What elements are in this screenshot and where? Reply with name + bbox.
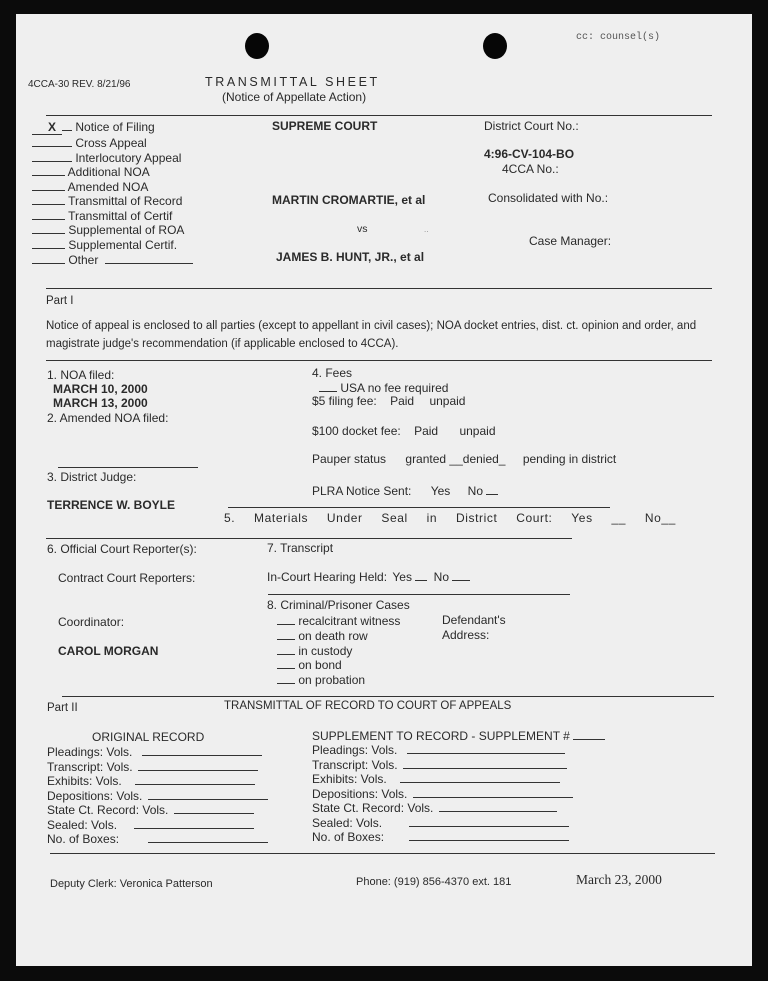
record-blank[interactable] <box>138 760 258 771</box>
checklist-item-additional-noa[interactable] <box>32 165 150 178</box>
criminal-option-label: recalcitrant witness <box>298 614 401 628</box>
checklist-item-supplemental-of-roa[interactable] <box>32 223 184 236</box>
record-blank[interactable] <box>407 743 565 754</box>
record-blank[interactable] <box>403 758 567 769</box>
record-row-label: State Ct. Record: Vols. <box>47 803 169 817</box>
section-rule <box>228 507 610 508</box>
pauper-status-row <box>312 453 616 465</box>
section-rule <box>62 696 714 697</box>
pauper-status-options[interactable]: granted __denied_ <box>405 452 506 466</box>
criminal-option-on-death-row[interactable] <box>277 629 368 642</box>
record-row-label: Sealed: Vols. <box>312 816 383 830</box>
record-blank[interactable] <box>409 816 569 827</box>
materials-word: District <box>455 511 498 525</box>
record-row-label: Pleadings: Vols. <box>47 745 133 759</box>
materials-word: 5. <box>224 511 236 525</box>
noa-date: MARCH 13, 2000 <box>53 396 148 410</box>
other-blank[interactable] <box>105 253 193 264</box>
contract-reporters-label: Contract Court Reporters: <box>58 571 196 585</box>
record-row-label: Sealed: Vols. <box>47 818 118 832</box>
criminal-option-on-probation[interactable] <box>277 673 365 686</box>
docket-fee-unpaid[interactable]: unpaid <box>459 424 496 438</box>
filing-fee-paid[interactable]: Paid <box>390 394 415 408</box>
record-blank[interactable] <box>439 801 557 812</box>
record-blank[interactable] <box>142 745 262 756</box>
checklist-item-interlocutory-appeal[interactable] <box>32 151 181 164</box>
criminal-option-label: in custody <box>298 644 353 658</box>
section-rule <box>268 594 570 595</box>
usa-no-fee-option[interactable] <box>319 381 448 394</box>
supplement-record-row <box>312 801 557 814</box>
noa-filed-label: 1. NOA filed: <box>47 368 115 382</box>
docket-fee-label: $100 docket fee: <box>312 424 401 438</box>
checklist-label: Supplemental of ROA <box>68 223 185 237</box>
hearing-held-row <box>267 570 470 583</box>
checklist-label: Additional NOA <box>67 165 150 179</box>
materials-word: Materials <box>254 511 309 525</box>
materials-word: Under <box>326 511 363 525</box>
supplement-number-blank[interactable] <box>573 729 605 740</box>
record-row-label: Exhibits: Vols. <box>312 772 387 786</box>
punch-hole-right <box>483 33 507 59</box>
notice-text-line1: Notice of appeal is enclosed to all parties (except to appellant in civil cases); NOA docket entries, dist. ct. opinion and order, and <box>46 320 697 332</box>
plaintiff-name: MARTIN CROMARTIE, et al <box>272 193 426 207</box>
checklist-label: Transmittal of Certif <box>68 209 173 223</box>
district-judge-label: 3. District Judge: <box>47 470 137 484</box>
supplement-record-row <box>312 816 569 829</box>
header-rule <box>46 115 712 116</box>
plra-notice-row <box>312 484 498 497</box>
record-row-label: No. of Boxes: <box>47 832 120 846</box>
checklist-label: Supplemental Certif. <box>68 238 178 252</box>
versus-label: vs <box>357 223 368 235</box>
record-row-label: State Ct. Record: Vols. <box>312 801 434 815</box>
checklist-item-supplemental-certif[interactable] <box>32 238 177 251</box>
criminal-option-recalcitrant-witness[interactable] <box>277 614 400 627</box>
checklist-label: Cross Appeal <box>75 136 147 150</box>
checklist-item-cross-appeal[interactable] <box>32 136 147 149</box>
transcript-label: 7. Transcript <box>267 541 334 555</box>
clerk-phone: Phone: (919) 856-4370 ext. 181 <box>356 876 512 888</box>
plra-notice-label: PLRA Notice Sent: <box>312 484 412 498</box>
pauper-pending-option[interactable]: pending in district <box>522 452 617 466</box>
plra-no-option[interactable]: No <box>467 484 483 498</box>
checklist-item-amended-noa[interactable] <box>32 180 148 193</box>
noa-date: MARCH 10, 2000 <box>53 382 148 396</box>
form-code: 4CCA-30 REV. 8/21/96 <box>28 79 131 90</box>
supplement-record-row <box>312 772 560 785</box>
record-row-label: Depositions: Vols. <box>312 787 408 801</box>
materials-word: Seal <box>381 511 408 525</box>
coordinator-name: CAROL MORGAN <box>58 644 159 658</box>
supplement-record-row <box>312 787 573 800</box>
materials-yes-blank[interactable]: __ <box>611 511 627 525</box>
defendant-address-label: Defendant's <box>442 613 506 627</box>
part1-label: Part I <box>46 295 74 307</box>
transmittal-date: March 23, 2000 <box>576 872 662 887</box>
materials-word: Court: <box>516 511 553 525</box>
case-manager-label: Case Manager: <box>529 234 612 248</box>
stray-dots: .. <box>424 225 429 234</box>
part2-title: TRANSMITTAL OF RECORD TO COURT OF APPEALS <box>224 700 512 712</box>
consolidated-label: Consolidated with No.: <box>488 191 609 205</box>
fees-label: 4. Fees <box>312 366 353 380</box>
plra-yes-option[interactable]: Yes <box>430 484 451 498</box>
record-blank[interactable] <box>409 830 569 841</box>
record-row-label: Transcript: Vols. <box>47 760 133 774</box>
original-record-row <box>47 774 255 787</box>
record-blank[interactable] <box>413 787 573 798</box>
hearing-no-option[interactable]: No <box>433 570 450 584</box>
check-mark: X <box>32 120 62 135</box>
checklist-label: Transmittal of Record <box>68 194 183 208</box>
footer-rule <box>50 853 715 854</box>
original-record-row <box>47 789 268 802</box>
checklist-label: Amended NOA <box>67 180 149 194</box>
court-name: SUPREME COURT <box>272 119 378 133</box>
district-court-no: 4:96-CV-104-BO <box>484 147 575 161</box>
supplement-record-row <box>312 830 569 843</box>
deputy-clerk: Deputy Clerk: Veronica Patterson <box>50 878 213 890</box>
record-blank[interactable] <box>148 832 268 843</box>
criminal-option-in-custody[interactable] <box>277 644 352 657</box>
cca-no-label: 4CCA No.: <box>502 162 559 176</box>
supplement-record-row <box>312 743 565 756</box>
criminal-option-label: on probation <box>298 673 366 687</box>
defendant-address-label-2: Address: <box>442 628 490 642</box>
filing-fee-row <box>312 395 465 407</box>
usa-no-fee-label: USA no fee required <box>340 381 449 395</box>
cc-note: cc: counsel(s) <box>576 32 661 43</box>
transmittal-sheet-page <box>16 14 752 966</box>
original-record-title: ORIGINAL RECORD <box>92 730 205 744</box>
district-judge-name: TERRENCE W. BOYLE <box>47 498 176 512</box>
record-row-label: Exhibits: Vols. <box>47 774 122 788</box>
supplement-title-row <box>312 729 605 742</box>
supplement-record-row <box>312 758 567 771</box>
filing-fee-unpaid[interactable]: unpaid <box>429 394 466 408</box>
materials-yes-option[interactable]: Yes <box>571 511 593 525</box>
punch-hole-left <box>245 33 269 59</box>
original-record-row <box>47 760 258 773</box>
docket-fee-row <box>312 425 496 437</box>
district-court-no-label: District Court No.: <box>484 119 579 133</box>
pauper-status-label: Pauper status <box>312 452 387 466</box>
checklist-item-other[interactable] <box>32 253 193 266</box>
amended-noa-blank[interactable] <box>58 467 198 468</box>
amended-noa-label: 2. Amended NOA filed: <box>47 411 169 425</box>
record-blank[interactable] <box>148 789 268 800</box>
court-reporter-label: 6. Official Court Reporter(s): <box>47 542 197 556</box>
defendant-name: JAMES B. HUNT, JR., et al <box>276 250 425 264</box>
section-rule <box>46 538 572 539</box>
checklist-label: Other <box>68 253 99 267</box>
original-record-row <box>47 832 268 845</box>
original-record-row <box>47 745 262 758</box>
hearing-yes-option[interactable]: Yes <box>392 570 412 584</box>
notice-text-line2: magistrate judge's recommendation (if applicable enclosed to 4CCA). <box>46 338 399 350</box>
original-record-row <box>47 803 254 816</box>
criminal-cases-label: 8. Criminal/Prisoner Cases <box>267 598 410 612</box>
form-title: TRANSMITTAL SHEET <box>205 75 380 89</box>
record-row-label: Pleadings: Vols. <box>312 743 398 757</box>
materials-no-option[interactable]: No__ <box>644 511 676 525</box>
part2-label: Part II <box>47 702 78 714</box>
record-blank[interactable] <box>400 772 560 783</box>
checklist-item-transmittal-of-certif[interactable] <box>32 209 172 222</box>
criminal-option-label: on death row <box>298 629 368 643</box>
checklist-label: Notice of Filing <box>75 120 155 134</box>
criminal-option-label: on bond <box>298 658 342 672</box>
coordinator-label: Coordinator: <box>58 615 125 629</box>
docket-fee-paid[interactable]: Paid <box>414 424 439 438</box>
record-row-label: Depositions: Vols. <box>47 789 143 803</box>
record-row-label: Transcript: Vols. <box>312 758 398 772</box>
hearing-held-label: In-Court Hearing Held: <box>267 570 388 584</box>
filing-fee-label: $5 filing fee: <box>312 394 377 408</box>
materials-under-seal-row <box>224 512 676 524</box>
form-subtitle: (Notice of Appellate Action) <box>222 90 367 104</box>
checklist-item-notice-of-filing[interactable] <box>32 121 155 133</box>
checklist-label: Interlocutory Appeal <box>75 151 182 165</box>
supplement-title: SUPPLEMENT TO RECORD - SUPPLEMENT # <box>312 729 570 743</box>
checklist-item-transmittal-of-record[interactable] <box>32 194 182 207</box>
section-rule <box>46 360 712 361</box>
record-row-label: No. of Boxes: <box>312 830 385 844</box>
criminal-option-on-bond[interactable] <box>277 658 342 671</box>
record-blank[interactable] <box>135 774 255 785</box>
original-record-row <box>47 818 254 831</box>
section-rule <box>46 288 712 289</box>
record-blank[interactable] <box>134 818 254 829</box>
record-blank[interactable] <box>174 803 254 814</box>
materials-word: in <box>426 511 438 525</box>
